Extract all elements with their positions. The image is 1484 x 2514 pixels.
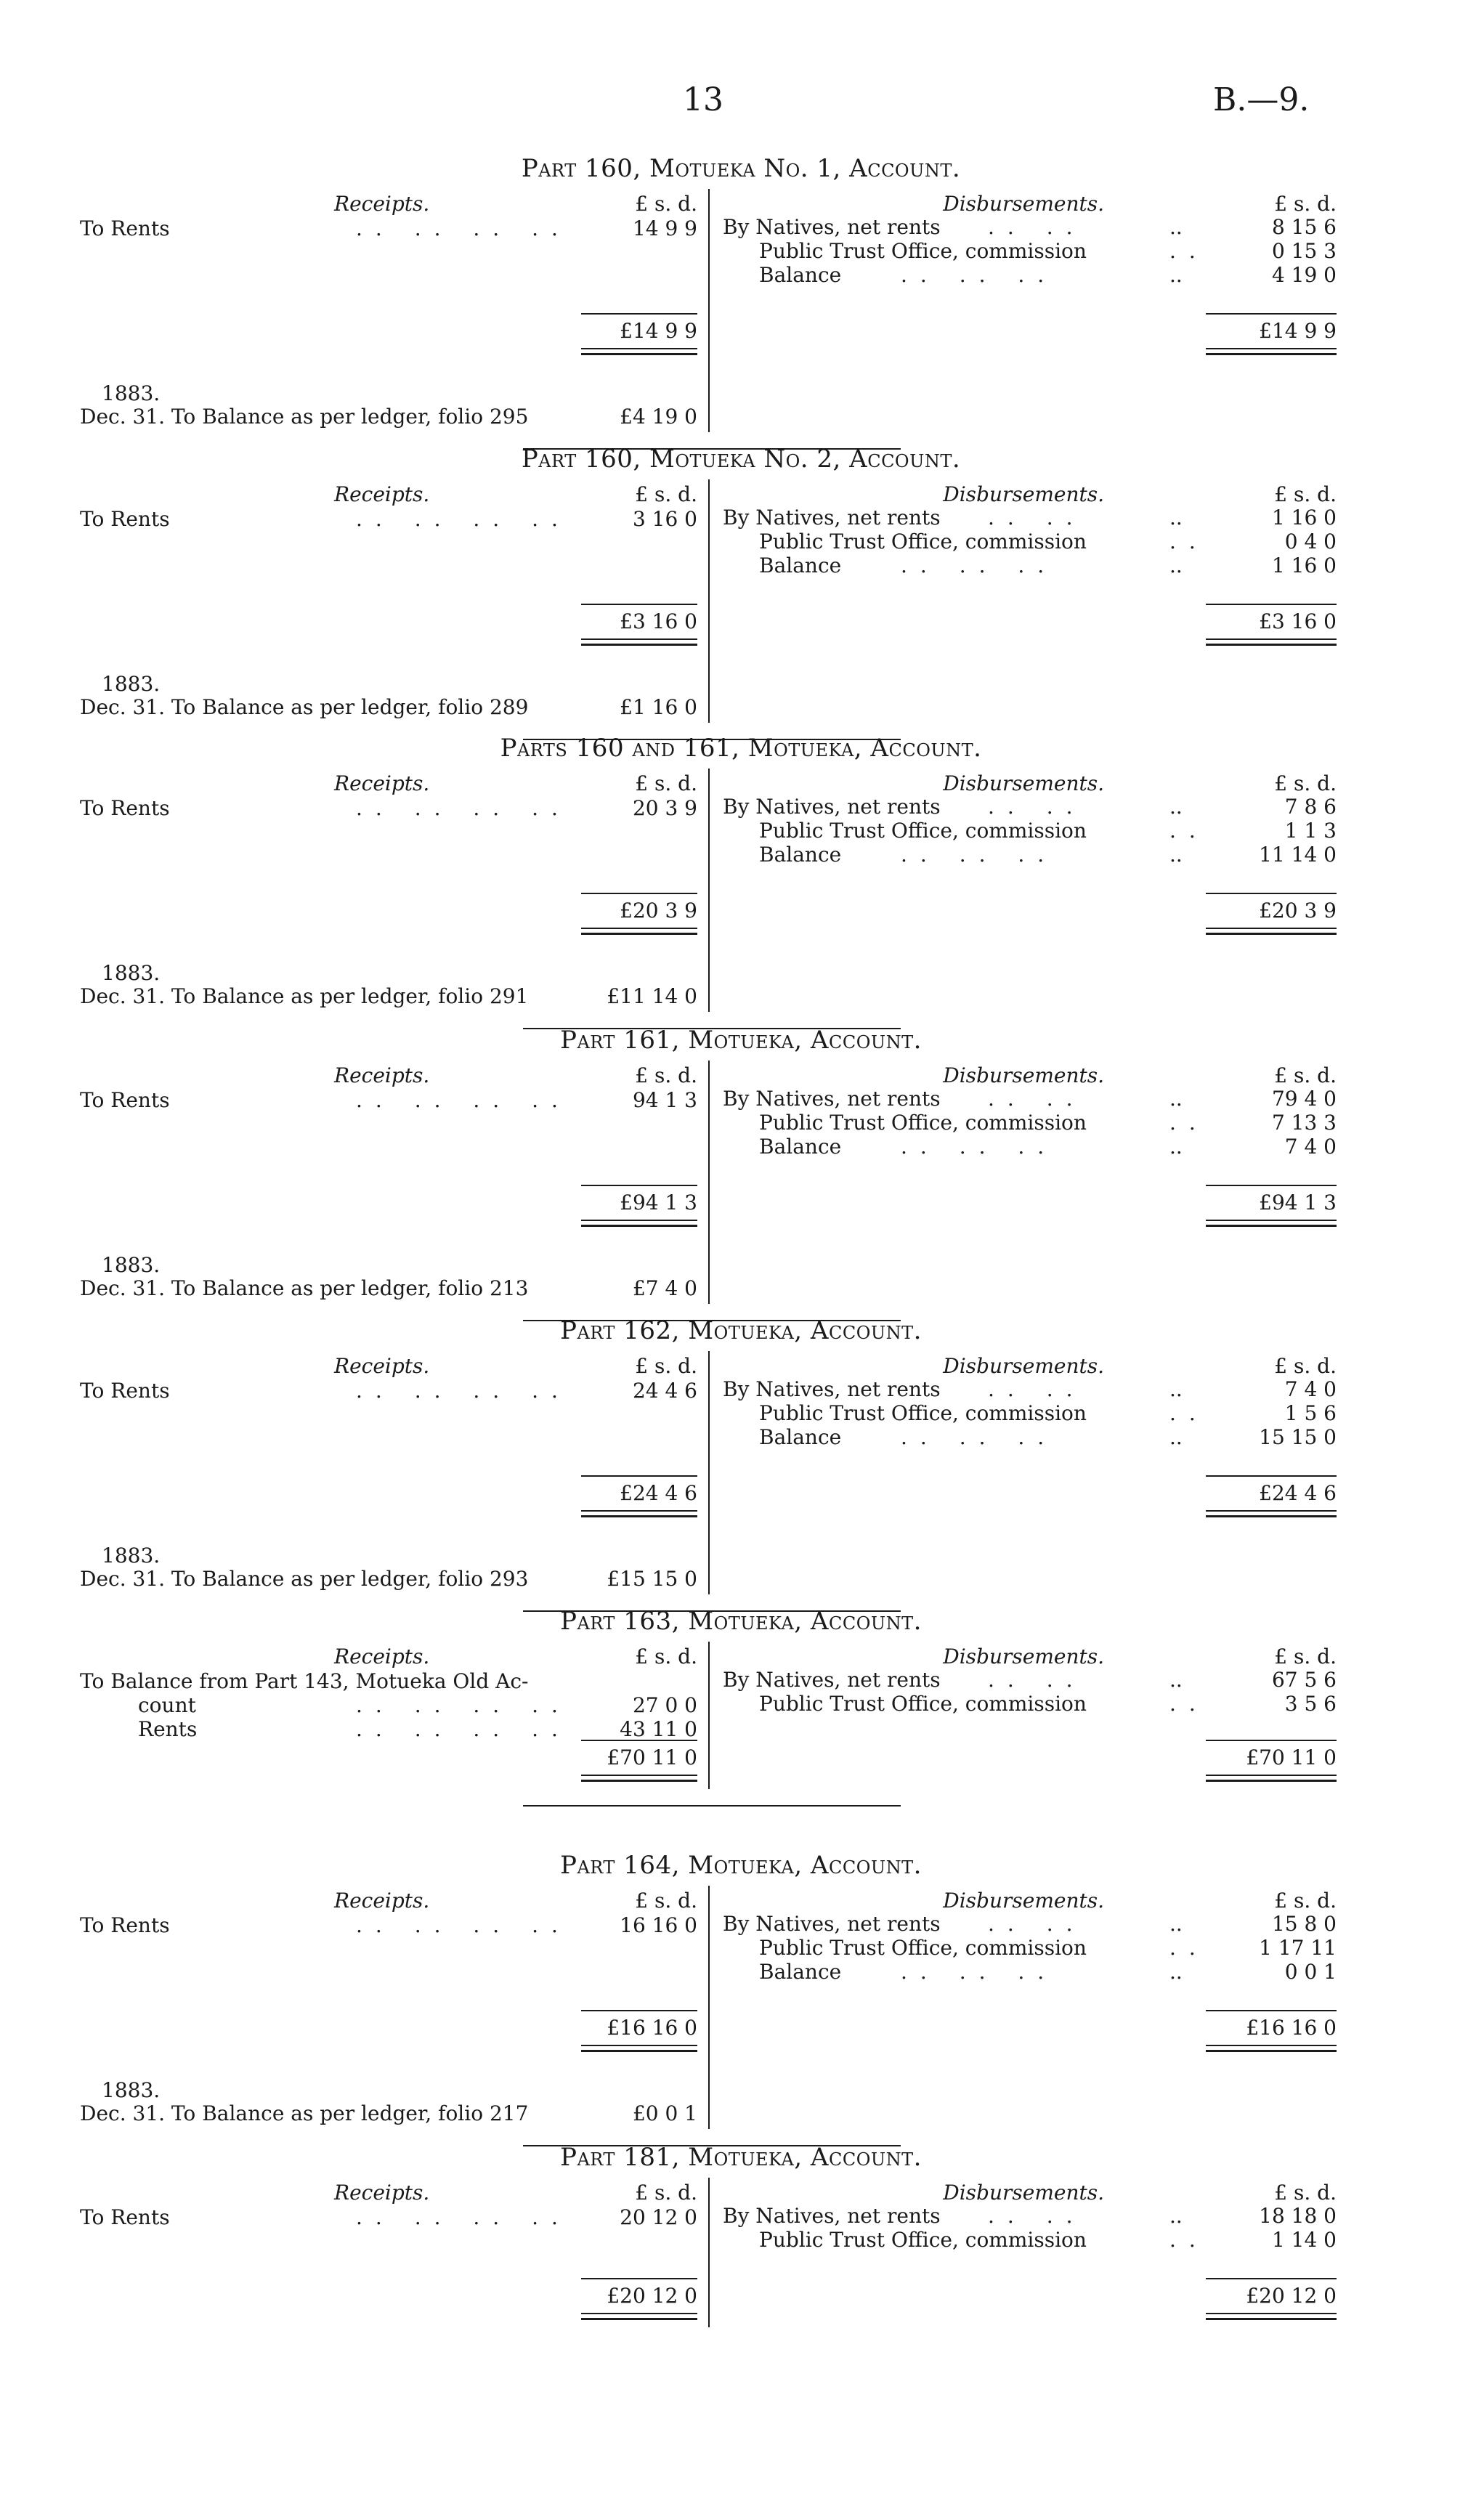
receipt-amount: 20 3 9 bbox=[632, 796, 697, 820]
receipts-total-double-rule bbox=[581, 348, 697, 355]
disbursements-total: £70 11 0 bbox=[1246, 1745, 1337, 1769]
receipt-amount: 27 0 0 bbox=[632, 1693, 697, 1717]
disbursement-amount: 15 15 0 bbox=[1259, 1425, 1337, 1449]
balance-entry: Dec. 31. To Balance as per ledger, folio 289 bbox=[80, 695, 529, 719]
receipt-amount: 24 4 6 bbox=[632, 1379, 697, 1403]
receipt-amount: 43 11 0 bbox=[620, 1717, 697, 1741]
disbursements-currency-header: £ s. d. bbox=[1274, 192, 1337, 216]
receipts-heading: Receipts. bbox=[334, 1645, 430, 1668]
disbursement-amount: 1 5 6 bbox=[1284, 1401, 1337, 1425]
leader-dots: .. .. .. .. bbox=[356, 1088, 571, 1112]
receipt-amount: 20 12 0 bbox=[620, 2205, 697, 2229]
account-divider-line bbox=[708, 479, 710, 723]
receipt-amount: 3 16 0 bbox=[632, 507, 697, 531]
receipts-total: £3 16 0 bbox=[620, 609, 697, 633]
balance-entry: Dec. 31. To Balance as per ledger, folio 293 bbox=[80, 1567, 529, 1591]
disbursement-amount: 0 15 3 bbox=[1271, 239, 1337, 263]
account-block bbox=[0, 1607, 1484, 1883]
account-divider-line bbox=[708, 769, 710, 1012]
receipt-label: To Rents bbox=[80, 1913, 170, 1937]
disbursements-total-double-rule bbox=[1206, 2045, 1337, 2052]
disbursement-label: Public Trust Office, commission bbox=[759, 1401, 1087, 1425]
disbursements-currency-header: £ s. d. bbox=[1274, 771, 1337, 795]
receipts-currency-header: £ s. d. bbox=[635, 192, 697, 216]
leader-dots: .. bbox=[1169, 263, 1183, 287]
balance-year: 1883. bbox=[102, 672, 161, 696]
disbursements-total-double-rule bbox=[1206, 2313, 1337, 2320]
disbursement-amount: 0 0 1 bbox=[1284, 1960, 1337, 1984]
disbursements-total-double-rule bbox=[1206, 1775, 1337, 1782]
receipts-currency-header: £ s. d. bbox=[635, 1354, 697, 1378]
disbursements-heading: Disbursements. bbox=[943, 2181, 1104, 2205]
balance-amount: £4 19 0 bbox=[620, 405, 697, 429]
disbursement-amount: 11 14 0 bbox=[1259, 843, 1337, 867]
page-number: 13 bbox=[683, 81, 723, 118]
account-block bbox=[0, 734, 1484, 1010]
disbursement-amount: 1 1 3 bbox=[1284, 819, 1337, 843]
leader-dots: .. bbox=[1169, 506, 1183, 530]
leader-dots: .. bbox=[1169, 1692, 1209, 1716]
disbursements-currency-header: £ s. d. bbox=[1274, 1354, 1337, 1378]
balance-amount: £15 15 0 bbox=[607, 1567, 697, 1591]
balance-year: 1883. bbox=[102, 1544, 161, 1568]
account-title: Part 160, Motueka No. 2, Account. bbox=[521, 445, 961, 474]
disbursements-total-double-rule bbox=[1206, 1510, 1337, 1517]
leader-dots: .. .. .. bbox=[901, 1960, 1058, 1984]
disbursement-amount: 3 5 6 bbox=[1284, 1692, 1337, 1716]
leader-dots: .. .. bbox=[988, 2204, 1086, 2228]
balance-amount: £11 14 0 bbox=[607, 984, 697, 1008]
disbursements-heading: Disbursements. bbox=[943, 482, 1104, 506]
receipts-total: £24 4 6 bbox=[620, 1481, 697, 1505]
leader-dots: .. bbox=[1169, 1425, 1183, 1449]
balance-entry: Dec. 31. To Balance as per ledger, folio 295 bbox=[80, 405, 529, 429]
receipt-row bbox=[80, 507, 588, 531]
leader-dots: .. bbox=[1169, 1668, 1183, 1692]
receipt-row bbox=[80, 796, 588, 820]
disbursements-heading: Disbursements. bbox=[943, 1354, 1104, 1378]
receipts-total-double-rule bbox=[581, 638, 697, 646]
disbursements-subtotal-rule bbox=[1206, 313, 1337, 315]
account-block bbox=[0, 1851, 1484, 2127]
disbursements-total: £14 9 9 bbox=[1259, 319, 1337, 343]
account-divider-line bbox=[708, 1061, 710, 1304]
receipts-currency-header: £ s. d. bbox=[635, 1889, 697, 1913]
disbursements-total-double-rule bbox=[1206, 1220, 1337, 1227]
disbursement-label: Public Trust Office, commission bbox=[759, 530, 1087, 554]
balance-entry: Dec. 31. To Balance as per ledger, folio 291 bbox=[80, 984, 529, 1008]
leader-dots: .. .. .. .. bbox=[356, 507, 571, 531]
disbursements-subtotal-rule bbox=[1206, 1740, 1337, 1741]
receipt-label: To Rents bbox=[80, 1088, 170, 1112]
leader-dots: .. bbox=[1169, 215, 1183, 239]
receipts-total: £20 12 0 bbox=[607, 2284, 697, 2308]
disbursements-total-double-rule bbox=[1206, 638, 1337, 646]
leader-dots: .. bbox=[1169, 795, 1183, 819]
disbursement-label: Public Trust Office, commission bbox=[759, 2228, 1087, 2252]
receipt-label: count bbox=[138, 1693, 196, 1717]
account-block bbox=[0, 2143, 1484, 2419]
disbursement-amount: 1 16 0 bbox=[1271, 506, 1337, 530]
disbursement-amount: 0 4 0 bbox=[1284, 530, 1337, 554]
disbursement-label: Public Trust Office, commission bbox=[759, 1936, 1087, 1960]
disbursements-heading: Disbursements. bbox=[943, 1063, 1104, 1087]
receipt-row bbox=[80, 1913, 588, 1937]
disbursement-label: By Natives, net rents bbox=[723, 2204, 941, 2228]
account-block bbox=[0, 445, 1484, 721]
receipts-subtotal-rule bbox=[581, 313, 697, 315]
disbursement-label: Public Trust Office, commission bbox=[759, 239, 1087, 263]
document-reference: B.—9. bbox=[1213, 81, 1310, 118]
disbursement-amount: 1 14 0 bbox=[1271, 2228, 1337, 2252]
leader-dots: .. .. .. bbox=[901, 843, 1058, 867]
receipts-subtotal-rule bbox=[581, 1475, 697, 1477]
balance-entry: Dec. 31. To Balance as per ledger, folio 213 bbox=[80, 1276, 529, 1300]
leader-dots: .. .. bbox=[988, 1668, 1086, 1692]
receipt-label: To Rents bbox=[80, 1379, 170, 1403]
leader-dots: .. .. .. bbox=[901, 1135, 1058, 1159]
receipts-subtotal-rule bbox=[581, 1185, 697, 1186]
account-title: Part 163, Motueka, Account. bbox=[560, 1607, 922, 1636]
receipts-subtotal-rule bbox=[581, 893, 697, 894]
receipts-heading: Receipts. bbox=[334, 1889, 430, 1913]
receipts-total-double-rule bbox=[581, 2313, 697, 2320]
disbursement-amount: 7 8 6 bbox=[1284, 795, 1337, 819]
disbursements-total: £94 1 3 bbox=[1259, 1191, 1337, 1215]
receipts-total: £70 11 0 bbox=[607, 1745, 697, 1769]
leader-dots: .. bbox=[1169, 1377, 1183, 1401]
leader-dots: .. bbox=[1169, 1135, 1183, 1159]
account-block bbox=[0, 1316, 1484, 1592]
receipts-total: £94 1 3 bbox=[620, 1191, 697, 1215]
leader-dots: .. bbox=[1169, 2204, 1183, 2228]
receipts-total-double-rule bbox=[581, 1775, 697, 1782]
receipt-row bbox=[80, 1379, 588, 1403]
leader-dots: .. bbox=[1169, 1087, 1183, 1111]
balance-amount: £7 4 0 bbox=[632, 1276, 697, 1300]
account-block bbox=[0, 1026, 1484, 1302]
leader-dots: .. .. .. bbox=[901, 554, 1058, 577]
disbursements-subtotal-rule bbox=[1206, 1185, 1337, 1186]
leader-dots: .. .. .. .. bbox=[356, 796, 571, 820]
receipt-label: To Rents bbox=[80, 507, 170, 531]
disbursements-currency-header: £ s. d. bbox=[1274, 1063, 1337, 1087]
disbursement-label: Balance bbox=[759, 843, 842, 867]
balance-year: 1883. bbox=[102, 961, 161, 985]
leader-dots: .. bbox=[1169, 1936, 1209, 1960]
receipts-subtotal-rule bbox=[581, 2010, 697, 2011]
disbursement-label: By Natives, net rents bbox=[723, 1087, 941, 1111]
disbursement-label: By Natives, net rents bbox=[723, 215, 941, 239]
disbursements-total: £20 3 9 bbox=[1259, 899, 1337, 923]
disbursement-label: By Natives, net rents bbox=[723, 1668, 941, 1692]
account-title: Parts 160 and 161, Motueka, Account. bbox=[500, 734, 982, 763]
receipt-row bbox=[80, 1669, 588, 1693]
disbursement-amount: 1 16 0 bbox=[1271, 554, 1337, 577]
disbursement-amount: 8 15 6 bbox=[1271, 215, 1337, 239]
disbursements-total-double-rule bbox=[1206, 348, 1337, 355]
balance-year: 1883. bbox=[102, 1253, 161, 1277]
disbursements-subtotal-rule bbox=[1206, 2278, 1337, 2279]
account-divider-line bbox=[708, 1642, 710, 1789]
account-title: Part 160, Motueka No. 1, Account. bbox=[521, 154, 961, 183]
receipts-currency-header: £ s. d. bbox=[635, 771, 697, 795]
disbursements-heading: Disbursements. bbox=[943, 1889, 1104, 1913]
disbursements-total: £3 16 0 bbox=[1259, 609, 1337, 633]
disbursements-subtotal-rule bbox=[1206, 893, 1337, 894]
balance-year: 1883. bbox=[102, 2078, 161, 2102]
disbursement-label: By Natives, net rents bbox=[723, 1912, 941, 1936]
disbursement-amount: 4 19 0 bbox=[1271, 263, 1337, 287]
leader-dots: .. .. .. .. bbox=[356, 2205, 571, 2229]
leader-dots: .. .. bbox=[988, 1377, 1086, 1401]
receipt-label: To Balance from Part 143, Motueka Old Ac- bbox=[80, 1669, 529, 1693]
disbursement-label: Balance bbox=[759, 1135, 842, 1159]
disbursements-subtotal-rule bbox=[1206, 2010, 1337, 2011]
disbursements-currency-header: £ s. d. bbox=[1274, 482, 1337, 506]
disbursements-total: £16 16 0 bbox=[1246, 2016, 1337, 2040]
receipt-label: Rents bbox=[138, 1717, 198, 1741]
receipts-currency-header: £ s. d. bbox=[635, 1063, 697, 1087]
receipt-amount: 16 16 0 bbox=[620, 1913, 697, 1937]
leader-dots: .. .. bbox=[988, 215, 1086, 239]
receipts-total-double-rule bbox=[581, 1220, 697, 1227]
disbursement-amount: 7 4 0 bbox=[1284, 1135, 1337, 1159]
disbursement-amount: 18 18 0 bbox=[1259, 2204, 1337, 2228]
account-title: Part 164, Motueka, Account. bbox=[560, 1851, 922, 1880]
receipts-heading: Receipts. bbox=[334, 1063, 430, 1087]
receipts-total-double-rule bbox=[581, 928, 697, 935]
leader-dots: .. .. bbox=[988, 506, 1086, 530]
receipt-label: To Rents bbox=[80, 2205, 170, 2229]
leader-dots: .. bbox=[1169, 1960, 1183, 1984]
disbursements-subtotal-rule bbox=[1206, 604, 1337, 605]
receipts-total-double-rule bbox=[581, 2045, 697, 2052]
disbursement-label: By Natives, net rents bbox=[723, 506, 941, 530]
disbursement-amount: 15 8 0 bbox=[1271, 1912, 1337, 1936]
account-divider-line bbox=[708, 189, 710, 432]
disbursements-subtotal-rule bbox=[1206, 1475, 1337, 1477]
leader-dots: .. .. .. .. bbox=[356, 1693, 571, 1717]
receipts-total: £16 16 0 bbox=[607, 2016, 697, 2040]
balance-amount: £1 16 0 bbox=[620, 695, 697, 719]
disbursement-label: Balance bbox=[759, 1425, 842, 1449]
receipts-total: £14 9 9 bbox=[620, 319, 697, 343]
disbursements-currency-header: £ s. d. bbox=[1274, 1889, 1337, 1913]
receipt-label: To Rents bbox=[80, 796, 170, 820]
disbursement-amount: 1 17 11 bbox=[1259, 1936, 1337, 1960]
account-title: Part 161, Motueka, Account. bbox=[560, 1026, 922, 1055]
disbursement-label: Balance bbox=[759, 554, 842, 577]
leader-dots: .. bbox=[1169, 1111, 1209, 1135]
receipts-heading: Receipts. bbox=[334, 482, 430, 506]
disbursements-currency-header: £ s. d. bbox=[1274, 2181, 1337, 2205]
leader-dots: .. bbox=[1169, 1401, 1209, 1425]
disbursement-amount: 7 13 3 bbox=[1271, 1111, 1337, 1135]
receipt-row bbox=[80, 216, 588, 240]
receipts-subtotal-rule bbox=[581, 604, 697, 605]
receipts-currency-header: £ s. d. bbox=[635, 1645, 697, 1668]
disbursement-label: Public Trust Office, commission bbox=[759, 1111, 1087, 1135]
receipts-total: £20 3 9 bbox=[620, 899, 697, 923]
account-title: Part 162, Motueka, Account. bbox=[560, 1316, 922, 1345]
receipts-subtotal-rule bbox=[581, 2278, 697, 2279]
disbursement-label: Balance bbox=[759, 263, 842, 287]
receipts-heading: Receipts. bbox=[334, 1354, 430, 1378]
disbursement-amount: 7 4 0 bbox=[1284, 1377, 1337, 1401]
leader-dots: .. bbox=[1169, 2228, 1209, 2252]
disbursement-amount: 67 5 6 bbox=[1271, 1668, 1337, 1692]
leader-dots: .. bbox=[1169, 239, 1209, 263]
leader-dots: .. bbox=[1169, 819, 1209, 843]
receipts-currency-header: £ s. d. bbox=[635, 2181, 697, 2205]
leader-dots: .. .. .. bbox=[901, 1425, 1058, 1449]
account-title: Part 181, Motueka, Account. bbox=[560, 2143, 922, 2172]
balance-amount: £0 0 1 bbox=[632, 2101, 697, 2125]
receipts-heading: Receipts. bbox=[334, 2181, 430, 2205]
disbursement-label: Balance bbox=[759, 1960, 842, 1984]
account-divider-line bbox=[708, 1886, 710, 2129]
leader-dots: .. .. bbox=[988, 1912, 1086, 1936]
receipts-currency-header: £ s. d. bbox=[635, 482, 697, 506]
receipt-row bbox=[80, 1088, 588, 1112]
receipts-subtotal-rule bbox=[581, 1740, 697, 1741]
balance-year: 1883. bbox=[102, 381, 161, 405]
leader-dots: .. .. .. .. bbox=[356, 216, 571, 240]
leader-dots: .. .. .. .. bbox=[356, 1717, 571, 1741]
account-divider-line bbox=[708, 2178, 710, 2327]
balance-entry: Dec. 31. To Balance as per ledger, folio 217 bbox=[80, 2101, 529, 2125]
disbursement-label: By Natives, net rents bbox=[723, 1377, 941, 1401]
disbursements-heading: Disbursements. bbox=[943, 771, 1104, 795]
receipt-amount: 14 9 9 bbox=[632, 216, 697, 240]
disbursements-currency-header: £ s. d. bbox=[1274, 1645, 1337, 1668]
receipt-amount: 94 1 3 bbox=[632, 1088, 697, 1112]
leader-dots: .. .. bbox=[988, 1087, 1086, 1111]
disbursement-label: Public Trust Office, commission bbox=[759, 819, 1087, 843]
disbursements-heading: Disbursements. bbox=[943, 1645, 1104, 1668]
account-separator-rule bbox=[523, 1805, 901, 1807]
leader-dots: .. bbox=[1169, 843, 1183, 867]
disbursements-heading: Disbursements. bbox=[943, 192, 1104, 216]
account-divider-line bbox=[708, 1351, 710, 1594]
leader-dots: .. bbox=[1169, 554, 1183, 577]
disbursements-total: £24 4 6 bbox=[1259, 1481, 1337, 1505]
disbursement-label: Public Trust Office, commission bbox=[759, 1692, 1087, 1716]
leader-dots: .. bbox=[1169, 530, 1209, 554]
disbursement-amount: 79 4 0 bbox=[1271, 1087, 1337, 1111]
disbursements-total: £20 12 0 bbox=[1246, 2284, 1337, 2308]
leader-dots: .. .. .. bbox=[901, 263, 1058, 287]
leader-dots: .. bbox=[1169, 1912, 1183, 1936]
account-block bbox=[0, 154, 1484, 430]
receipt-label: To Rents bbox=[80, 216, 170, 240]
receipt-row bbox=[80, 2205, 588, 2229]
leader-dots: .. .. .. .. bbox=[356, 1379, 571, 1403]
receipts-heading: Receipts. bbox=[334, 771, 430, 795]
leader-dots: .. .. bbox=[988, 795, 1086, 819]
receipts-heading: Receipts. bbox=[334, 192, 430, 216]
leader-dots: .. .. .. .. bbox=[356, 1913, 571, 1937]
disbursements-total-double-rule bbox=[1206, 928, 1337, 935]
receipts-total-double-rule bbox=[581, 1510, 697, 1517]
disbursement-label: By Natives, net rents bbox=[723, 795, 941, 819]
